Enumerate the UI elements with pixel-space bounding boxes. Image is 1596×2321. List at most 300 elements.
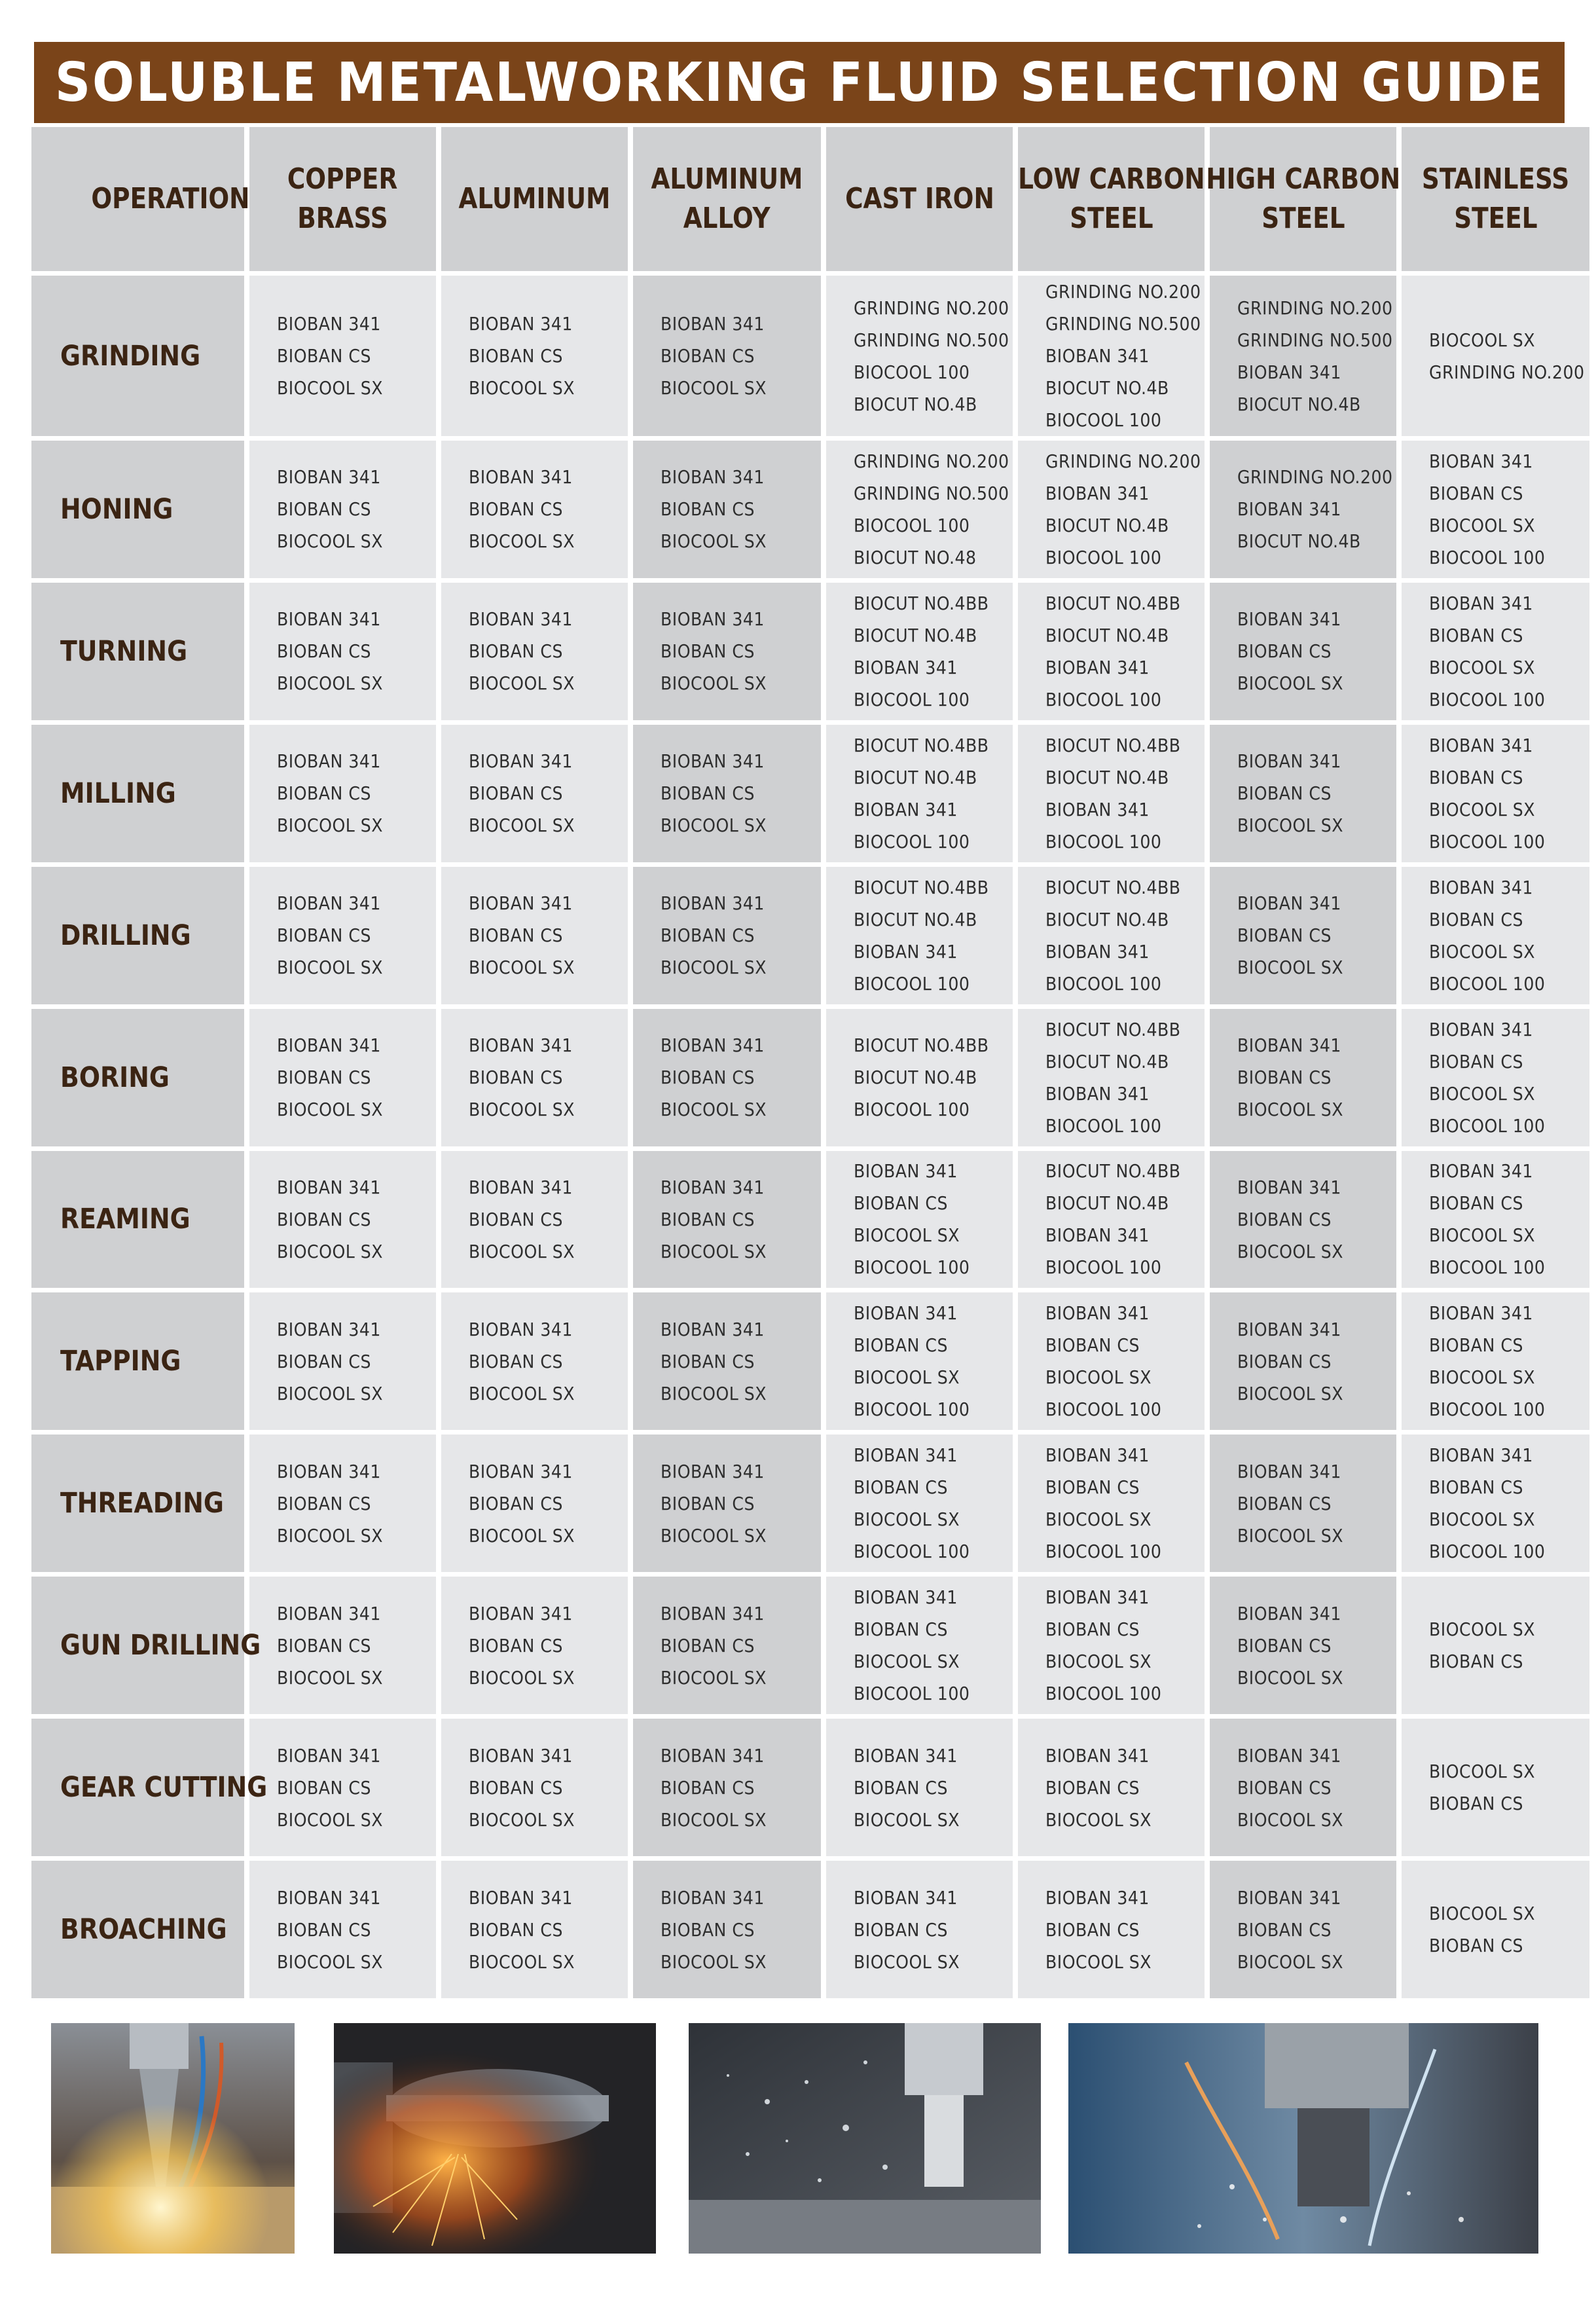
fluid-cell xyxy=(1210,1861,1396,1998)
fluid-cell xyxy=(633,276,821,436)
fluid-item: BIOBAN 341 xyxy=(661,1176,765,1198)
column-header-line: STAINLESS xyxy=(1421,162,1570,196)
fluid-item: GRINDING NO.200 xyxy=(1045,281,1201,302)
fluid-list xyxy=(1429,1155,1545,1283)
fluid-item: BIOBAN 341 xyxy=(469,313,573,335)
fluid-list xyxy=(854,1740,960,1836)
fluid-list xyxy=(1429,587,1545,716)
fluid-cell xyxy=(1402,276,1589,436)
fluid-list xyxy=(1429,1439,1545,1567)
fluid-cell xyxy=(441,441,628,578)
fluid-item: BIOCOOL SX xyxy=(661,1099,767,1121)
fluid-item: BIOCOOL 100 xyxy=(1429,830,1546,852)
fluid-item: BIOBAN CS xyxy=(1237,924,1332,947)
column-header-cast-iron xyxy=(826,127,1013,271)
fluid-list xyxy=(854,1297,970,1425)
fluid-item: BIOCOOL 100 xyxy=(1045,688,1162,710)
fluid-item: BIOBAN 341 xyxy=(1237,1886,1341,1909)
fluid-list xyxy=(1045,729,1181,858)
fluid-list xyxy=(661,1455,767,1552)
fluid-item: BIOCOOL SX xyxy=(854,1950,960,1973)
fluid-item: BIOCOOL SX xyxy=(277,814,384,837)
fluid-list xyxy=(277,1740,383,1836)
fluid-item: BIOCOOL 100 xyxy=(854,361,970,383)
fluid-item: BIOBAN CS xyxy=(277,1350,371,1372)
fluid-list xyxy=(1237,461,1393,557)
fluid-list xyxy=(854,871,989,1000)
fluid-list xyxy=(1429,1613,1535,1677)
fluid-list xyxy=(277,1171,383,1268)
fluid-item: BIOCOOL 100 xyxy=(854,972,970,995)
fluid-cell xyxy=(826,1435,1013,1572)
operation-label xyxy=(31,441,244,578)
operation-name: HONING xyxy=(60,492,173,526)
fluid-item: GRINDING NO.200 xyxy=(1237,466,1393,488)
fluid-item: BIOBAN 341 xyxy=(661,466,765,488)
fluid-cell xyxy=(441,1151,628,1288)
fluid-cell xyxy=(1210,276,1396,436)
fluid-item: BIOBAN 341 xyxy=(854,1744,958,1766)
fluid-item: BIOBAN 341 xyxy=(469,1176,573,1198)
fluid-item: BIOBAN CS xyxy=(854,1334,948,1357)
fluid-item: BIOBAN 341 xyxy=(1429,1302,1533,1325)
fluid-item: BIOBAN 341 xyxy=(854,1444,958,1467)
fluid-item: BIOBAN 341 xyxy=(1045,1586,1150,1609)
fluid-item: BIOCUT NO.48 xyxy=(854,546,977,568)
fluid-list xyxy=(469,1455,575,1552)
fluid-item: BIOBAN CS xyxy=(1237,1634,1332,1656)
fluid-list xyxy=(1429,1897,1535,1962)
fluid-item: BIOBAN 341 xyxy=(1045,1744,1150,1766)
fluid-list xyxy=(277,461,383,557)
fluid-cell xyxy=(633,583,821,720)
operation-label xyxy=(31,1009,244,1146)
fluid-item: BIOCOOL SX xyxy=(469,672,575,695)
fluid-list xyxy=(1429,1755,1535,1819)
fluid-item: BIOBAN 341 xyxy=(1429,876,1533,898)
fluid-list xyxy=(661,1740,767,1836)
fluid-item: BIOCUT NO.4B xyxy=(1237,530,1361,553)
fluid-cell xyxy=(1018,1292,1205,1430)
fluid-item: BIOBAN 341 xyxy=(1045,1224,1150,1247)
operation-label xyxy=(31,867,244,1004)
fluid-list xyxy=(661,1313,767,1410)
fluid-cell xyxy=(1402,1719,1589,1856)
fluid-list xyxy=(1237,745,1343,841)
fluid-item: BIOCOOL SX xyxy=(1429,1618,1536,1641)
fluid-item: BIOCOOL 100 xyxy=(854,1099,970,1121)
fluid-item: GRINDING NO.500 xyxy=(854,482,1009,504)
fluid-list xyxy=(854,1029,989,1125)
fluid-list xyxy=(1237,1455,1343,1552)
fluid-item: BIOCOOL SX xyxy=(1045,1808,1152,1831)
fluid-item: BIOCOOL SX xyxy=(661,1524,767,1546)
fluid-item: BIOCOOL SX xyxy=(661,1950,767,1973)
fluid-item: BIOCUT NO.4B xyxy=(1045,766,1169,788)
fluid-list xyxy=(1237,292,1393,420)
fluid-item: BIOBAN CS xyxy=(469,1776,563,1799)
fluid-item: BIOCOOL SX xyxy=(277,1099,384,1121)
fluid-cell xyxy=(826,276,1013,436)
fluid-item: BIOCOOL SX xyxy=(1429,1224,1536,1247)
fluid-list xyxy=(1045,871,1181,1000)
fluid-item: BIOBAN CS xyxy=(1237,1208,1332,1230)
fluid-cell xyxy=(1018,1151,1205,1288)
fluid-cell xyxy=(249,1435,436,1572)
fluid-item: BIOCOOL SX xyxy=(1237,1524,1344,1546)
fluid-cell xyxy=(1210,1292,1396,1430)
milling-coolant-photo xyxy=(689,2023,1041,2254)
fluid-item: BIOCOOL SX xyxy=(854,1224,960,1247)
column-header-line: LOW CARBON xyxy=(1017,162,1205,196)
fluid-item: BIOBAN 341 xyxy=(661,1602,765,1624)
fluid-cell xyxy=(441,1435,628,1572)
fluid-cell xyxy=(1210,1719,1396,1856)
fluid-list xyxy=(469,461,575,557)
fluid-item: BIOBAN CS xyxy=(854,1776,948,1799)
fluid-list xyxy=(1429,729,1545,858)
fluid-cell xyxy=(1402,1151,1589,1288)
fluid-list xyxy=(661,1029,767,1125)
fluid-item: BIOBAN CS xyxy=(661,1776,755,1799)
fluid-item: BIOCOOL 100 xyxy=(1045,1114,1162,1137)
fluid-item: BIOCOOL SX xyxy=(277,377,384,399)
fluid-item: BIOBAN 341 xyxy=(1429,1018,1533,1040)
fluid-cell xyxy=(1018,1577,1205,1714)
column-header-line: COPPER xyxy=(287,162,398,196)
fluid-item: BIOBAN 341 xyxy=(469,892,573,915)
fluid-item: BIOCOOL SX xyxy=(1237,957,1344,979)
fluid-item: BIOBAN CS xyxy=(469,640,563,663)
fluid-list xyxy=(469,1171,575,1268)
fluid-item: BIOCOOL SX xyxy=(1429,798,1536,820)
fluid-item: GRINDING NO.500 xyxy=(1237,329,1393,351)
fluid-item: BIOBAN CS xyxy=(1237,1492,1332,1514)
fluid-cell xyxy=(1018,1009,1205,1146)
fluid-item: BIOBAN CS xyxy=(661,924,755,947)
fluid-item: BIOCOOL SX xyxy=(661,1808,767,1831)
operation-label xyxy=(31,276,244,436)
fluid-cell xyxy=(441,276,628,436)
operation-name: GUN DRILLING xyxy=(60,1629,261,1662)
fluid-item: BIOBAN 341 xyxy=(1237,361,1341,383)
fluid-list xyxy=(854,292,1009,420)
fluid-cell xyxy=(633,1292,821,1430)
fluid-item: BIOCOOL SX xyxy=(277,1808,384,1831)
operation-name: TAPPING xyxy=(60,1345,181,1378)
fluid-item: BIOCOOL SX xyxy=(1237,1808,1344,1831)
fluid-item: BIOCOOL 100 xyxy=(854,514,970,536)
fluid-item: BIOCOOL SX xyxy=(277,672,384,695)
fluid-item: BIOBAN 341 xyxy=(469,1886,573,1909)
fluid-item: BIOBAN CS xyxy=(469,498,563,521)
fluid-item: BIOBAN 341 xyxy=(1045,1444,1150,1467)
fluid-list xyxy=(1429,1297,1545,1425)
fluid-item: BIOBAN 341 xyxy=(1237,1460,1341,1482)
fluid-item: BIOCOOL SX xyxy=(277,957,384,979)
operation-label xyxy=(31,1861,244,1998)
fluid-cell xyxy=(1402,867,1589,1004)
fluid-item: BIOCUT NO.4BB xyxy=(854,734,989,756)
fluid-item: BIOBAN 341 xyxy=(661,608,765,631)
fluid-item: BIOBAN 341 xyxy=(854,656,958,678)
fluid-item: BIOBAN CS xyxy=(277,345,371,367)
fluid-item: BIOBAN CS xyxy=(1045,1776,1140,1799)
fluid-item: BIOBAN 341 xyxy=(1237,892,1341,915)
fluid-cell xyxy=(1210,867,1396,1004)
fluid-item: BIOBAN 341 xyxy=(661,1318,765,1340)
column-header-copper-brass xyxy=(249,127,436,271)
fluid-list xyxy=(854,729,989,858)
fluid-item: GRINDING NO.200 xyxy=(854,450,1009,472)
fluid-cell xyxy=(633,1719,821,1856)
fluid-list xyxy=(469,1029,575,1125)
fluid-item: BIOBAN 341 xyxy=(1045,798,1150,820)
fluid-item: BIOBAN 341 xyxy=(469,750,573,773)
fluid-item: BIOCOOL SX xyxy=(469,1950,575,1973)
fluid-item: GRINDING NO.500 xyxy=(854,329,1009,351)
fluid-list xyxy=(1237,1740,1343,1836)
fluid-item: BIOCOOL SX xyxy=(1045,1651,1152,1673)
fluid-item: BIOCOOL SX xyxy=(1045,1950,1152,1973)
fluid-cell xyxy=(633,1151,821,1288)
fluid-item: BIOBAN CS xyxy=(277,1208,371,1230)
fluid-item: BIOBAN CS xyxy=(1237,1067,1332,1089)
fluid-list xyxy=(661,1598,767,1694)
fluid-item: BIOBAN CS xyxy=(469,1492,563,1514)
fluid-list xyxy=(277,308,383,404)
fluid-list xyxy=(1237,1598,1343,1694)
fluid-item: BIOBAN CS xyxy=(277,1776,371,1799)
fluid-cell xyxy=(1018,1861,1205,1998)
fluid-item: BIOCOOL SX xyxy=(1237,1382,1344,1404)
operation-name: GRINDING xyxy=(60,339,201,373)
fluid-item: BIOBAN 341 xyxy=(277,1602,381,1624)
fluid-cell xyxy=(1402,1292,1589,1430)
fluid-item: BIOCOOL SX xyxy=(661,1240,767,1262)
fluid-list xyxy=(277,745,383,841)
fluid-cell xyxy=(1210,1151,1396,1288)
fluid-item: BIOCOOL 100 xyxy=(854,1398,970,1421)
fluid-item: BIOCOOL SX xyxy=(469,957,575,979)
fluid-item: BIOCUT NO.4BB xyxy=(1045,734,1181,756)
fluid-list xyxy=(1237,1029,1343,1125)
fluid-item: BIOCOOL SX xyxy=(661,1666,767,1689)
fluid-item: BIOCOOL SX xyxy=(1429,329,1536,351)
fluid-item: BIOCOOL SX xyxy=(1045,1508,1152,1531)
fluid-item: BIOBAN 341 xyxy=(277,466,381,488)
fluid-item: BIOBAN CS xyxy=(1237,640,1332,663)
fluid-item: BIOBAN CS xyxy=(1429,1192,1523,1215)
fluid-item: BIOBAN CS xyxy=(469,345,563,367)
fluid-cell xyxy=(826,441,1013,578)
fluid-item: BIOBAN 341 xyxy=(469,1744,573,1766)
fluid-item: BIOBAN CS xyxy=(661,1067,755,1089)
fluid-item: BIOCOOL SX xyxy=(1237,1099,1344,1121)
fluid-list xyxy=(854,1882,960,1978)
fluid-list xyxy=(854,587,989,716)
fluid-item: BIOCUT NO.4B xyxy=(1045,624,1169,646)
fluid-list xyxy=(469,1740,575,1836)
fluid-item: BIOBAN CS xyxy=(277,1634,371,1656)
fluid-item: BIOCOOL SX xyxy=(661,1382,767,1404)
fluid-item: BIOCOOL SX xyxy=(661,957,767,979)
operation-name: DRILLING xyxy=(60,919,191,952)
fluid-item: BIOBAN 341 xyxy=(1237,750,1341,773)
fluid-item: BIOBAN 341 xyxy=(1429,592,1533,614)
column-header-line: HIGH CARBON xyxy=(1205,162,1401,196)
fluid-item: BIOBAN 341 xyxy=(661,1744,765,1766)
fluid-list xyxy=(661,1171,767,1268)
fluid-list xyxy=(277,1598,383,1694)
fluid-item: BIOCUT NO.4B xyxy=(1045,1192,1169,1215)
fluid-item: BIOBAN 341 xyxy=(1045,1886,1150,1909)
fluid-item: BIOBAN 341 xyxy=(277,1176,381,1198)
fluid-list xyxy=(1429,445,1545,574)
fluid-cell xyxy=(1018,725,1205,862)
fluid-cell xyxy=(441,1577,628,1714)
fluid-item: BIOBAN 341 xyxy=(854,1886,958,1909)
fluid-list xyxy=(1237,603,1343,699)
fluid-item: BIOCOOL SX xyxy=(1429,1082,1536,1105)
fluid-item: BIOCOOL SX xyxy=(1237,1666,1344,1689)
fluid-item: BIOBAN 341 xyxy=(469,1602,573,1624)
fluid-cell xyxy=(633,1435,821,1572)
fluid-item: BIOBAN 341 xyxy=(1429,450,1533,472)
fluid-item: BIOCOOL 100 xyxy=(854,1256,970,1279)
fluid-cell xyxy=(1210,1577,1396,1714)
fluid-list xyxy=(1237,1882,1343,1978)
fluid-list xyxy=(1045,587,1181,716)
fluid-list xyxy=(1237,1313,1343,1410)
fluid-item: BIOCOOL SX xyxy=(469,1099,575,1121)
fluid-item: BIOCUT NO.4BB xyxy=(854,1034,989,1057)
fluid-item: GRINDING NO.500 xyxy=(1045,313,1201,335)
operation-label xyxy=(31,1719,268,1856)
fluid-item: BIOBAN 341 xyxy=(854,798,958,820)
column-header-aluminum xyxy=(441,127,628,271)
fluid-item: BIOBAN 341 xyxy=(469,466,573,488)
fluid-item: BIOBAN 341 xyxy=(277,1318,381,1340)
fluid-list xyxy=(1045,1882,1152,1978)
fluid-item: BIOCOOL SX xyxy=(1237,814,1344,837)
fluid-list xyxy=(1045,276,1201,436)
column-header-aluminum-alloy xyxy=(633,127,821,271)
fluid-item: BIOBAN CS xyxy=(277,498,371,521)
fluid-cell xyxy=(441,1719,628,1856)
fluid-item: BIOBAN CS xyxy=(1045,1618,1140,1641)
fluid-item: BIOCOOL SX xyxy=(1237,1240,1344,1262)
fluid-item: BIOBAN CS xyxy=(854,1192,948,1215)
fluid-list xyxy=(661,887,767,983)
fluid-item: BIOCOOL SX xyxy=(1237,672,1344,695)
fluid-item: BIOCUT NO.4BB xyxy=(1045,1018,1181,1040)
fluid-cell xyxy=(633,1861,821,1998)
fluid-item: BIOBAN CS xyxy=(661,498,755,521)
fluid-item: BIOCUT NO.4BB xyxy=(1045,876,1181,898)
fluid-item: BIOBAN CS xyxy=(469,1350,563,1372)
fluid-list xyxy=(661,461,767,557)
fluid-cell xyxy=(826,1151,1013,1288)
fluid-cell xyxy=(1210,583,1396,720)
column-header-stainless-steel xyxy=(1402,127,1589,271)
fluid-item: BIOBAN 341 xyxy=(1429,1160,1533,1182)
fluid-item: BIOBAN CS xyxy=(1429,624,1523,646)
fluid-item: BIOCOOL 100 xyxy=(1045,830,1162,852)
fluid-item: BIOCOOL SX xyxy=(854,1651,960,1673)
fluid-cell xyxy=(1402,1009,1589,1146)
fluid-item: BIOBAN CS xyxy=(1429,1050,1523,1072)
fluid-item: BIOCOOL SX xyxy=(1237,1950,1344,1973)
fluid-item: BIOCOOL 100 xyxy=(1045,1398,1162,1421)
fluid-item: BIOBAN 341 xyxy=(277,1744,381,1766)
fluid-item: BIOBAN CS xyxy=(469,1067,563,1089)
fluid-list xyxy=(277,1313,383,1410)
fluid-cell xyxy=(1402,583,1589,720)
fluid-list xyxy=(469,308,575,404)
fluid-item: BIOCOOL SX xyxy=(469,1240,575,1262)
fluid-cell xyxy=(249,1292,436,1430)
fluid-list xyxy=(1045,1014,1181,1142)
fluid-item: BIOBAN 341 xyxy=(661,1460,765,1482)
fluid-item: BIOCOOL SX xyxy=(277,530,384,553)
fluid-item: BIOBAN CS xyxy=(854,1918,948,1941)
fluid-cell xyxy=(1210,725,1396,862)
column-header-line: ALUMINUM xyxy=(651,162,803,196)
fluid-item: BIOCOOL SX xyxy=(277,1524,384,1546)
fluid-item: BIOBAN CS xyxy=(469,782,563,805)
fluid-item: BIOBAN CS xyxy=(661,1350,755,1372)
fluid-item: BIOBAN 341 xyxy=(854,940,958,962)
fluid-list xyxy=(469,1313,575,1410)
fluid-cell xyxy=(249,725,436,862)
column-header-operation xyxy=(31,127,250,271)
fluid-item: BIOCOOL SX xyxy=(1429,1903,1536,1925)
fluid-cell xyxy=(826,1009,1013,1146)
fluid-cell xyxy=(826,1292,1013,1430)
fluid-item: BIOBAN 341 xyxy=(661,1886,765,1909)
fluid-list xyxy=(661,1882,767,1978)
fluid-list xyxy=(277,887,383,983)
fluid-item: BIOCUT NO.4B xyxy=(1045,377,1169,399)
fluid-item: BIOBAN CS xyxy=(1429,1334,1523,1357)
fluid-item: BIOCOOL 100 xyxy=(1429,688,1546,710)
fluid-cell xyxy=(249,583,436,720)
fluid-list xyxy=(854,1155,970,1283)
fluid-list xyxy=(1429,324,1585,388)
fluid-item: BIOCOOL SX xyxy=(469,814,575,837)
fluid-list xyxy=(469,1598,575,1694)
fluid-cell xyxy=(633,867,821,1004)
fluid-item: BIOCUT NO.4B xyxy=(854,624,977,646)
fluid-item: BIOCOOL SX xyxy=(469,377,575,399)
fluid-list xyxy=(1237,887,1343,983)
fluid-list xyxy=(661,745,767,841)
fluid-item: BIOCUT NO.4B xyxy=(854,1067,977,1089)
fluid-cell xyxy=(249,441,436,578)
column-header-line: ALLOY xyxy=(683,202,771,235)
fluid-item: BIOCOOL SX xyxy=(277,1666,384,1689)
fluid-item: BIOBAN 341 xyxy=(854,1586,958,1609)
fluid-item: BIOBAN 341 xyxy=(1045,1082,1150,1105)
operation-label xyxy=(31,725,244,862)
fluid-item: BIOCOOL 100 xyxy=(854,830,970,852)
fluid-item: BIOBAN CS xyxy=(1429,482,1523,504)
fluid-item: BIOBAN CS xyxy=(277,1492,371,1514)
fluid-item: BIOCOOL SX xyxy=(1429,656,1536,678)
fluid-cell xyxy=(441,1861,628,1998)
fluid-item: BIOCOOL SX xyxy=(661,377,767,399)
